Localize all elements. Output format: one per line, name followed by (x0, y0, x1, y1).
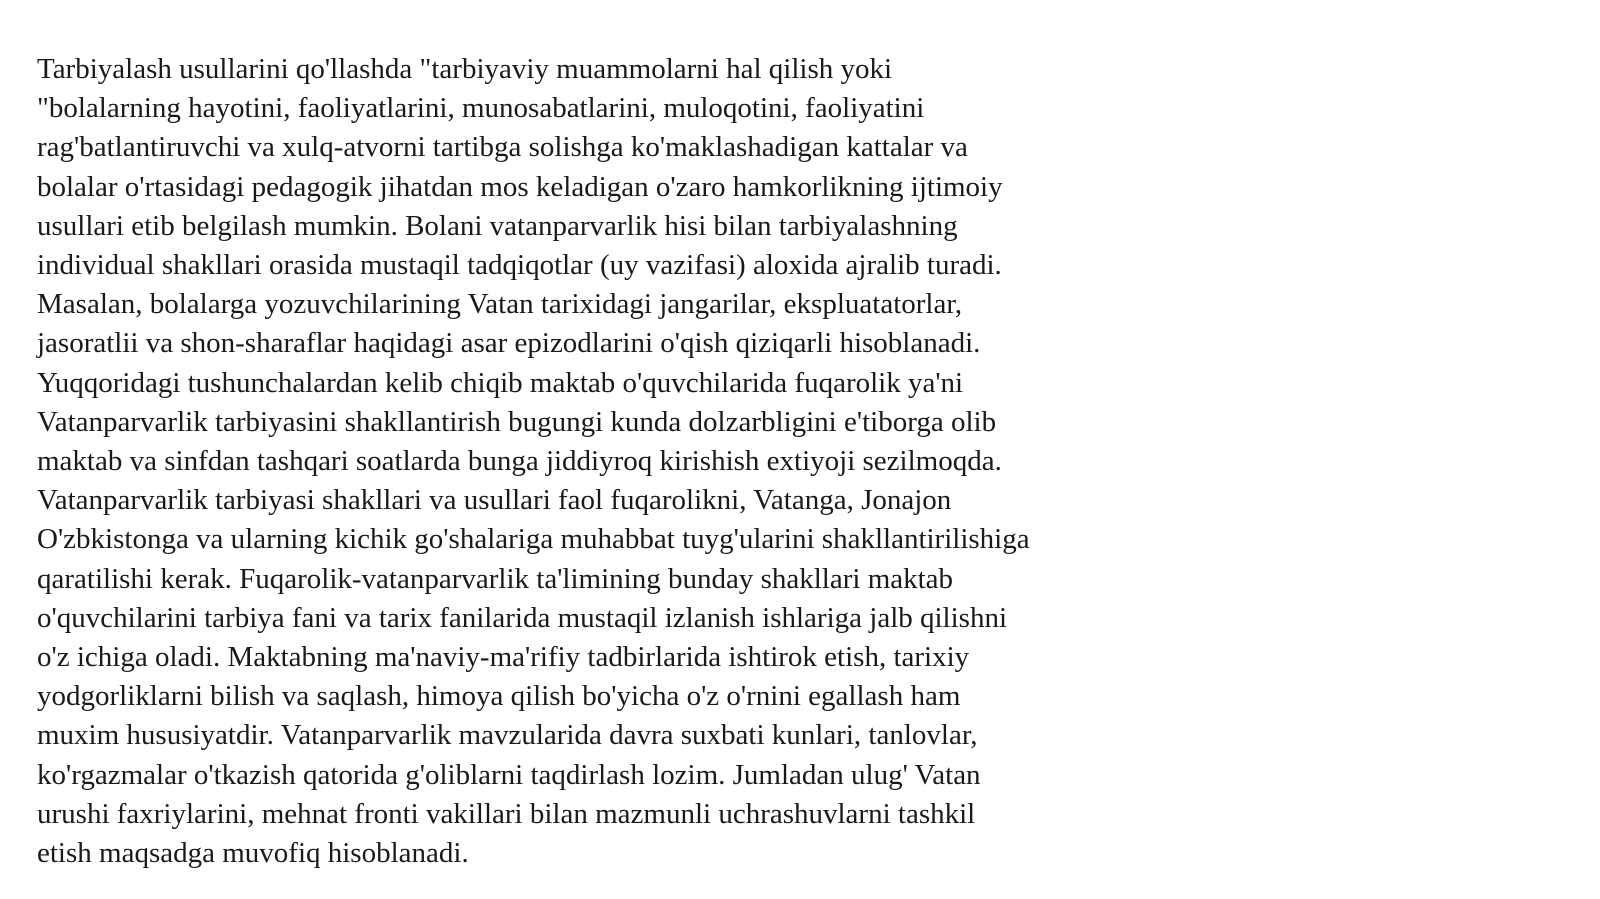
text-line-7: Masalan, bolalarga yozuvchilarining Vatan tarixidagi jangarilar, ekspluatatorlar, (37, 288, 963, 321)
text-line-21: etish maqsadga muvofiq hisoblanadi. (37, 837, 469, 870)
text-line-9: Yuqqoridagi tushunchalardan kelib chiqib maktab o'quvchilarida fuqarolik ya'ni (37, 366, 964, 399)
text-line-18: muxim hususiyatdir. Vatanparvarlik mavzularida davra suxbati kunlari, tanlovlar, (37, 719, 978, 752)
text-line-12: Vatanparvarlik tarbiyasi shakllari va usullari faol fuqarolikni, Vatanga, Jonajon (37, 484, 952, 517)
text-line-16: o'z ichiga oladi. Maktabning ma'naviy-ma'rifiy tadbirlarida ishtirok etish, tarixiy (37, 641, 970, 674)
text-line-2: "bolalarning hayotini, faoliyatlarini, munosabatlarini, muloqotini, faoliyatini (37, 92, 925, 125)
text-line-6: individual shakllari orasida mustaqil tadqiqotlar (uy vazifasi) aloxida ajralib turadi. (37, 249, 1002, 282)
text-line-20: urushi faxriylarini, mehnat fronti vakillari bilan mazmunli uchrashuvlarni tashkil (37, 797, 976, 830)
text-line-8: jasoratlii va shon-sharaflar haqidagi asar epizodlarini o'qish qiziqarli hisoblanadi. (37, 327, 981, 360)
text-line-15: o'quvchilarini tarbiya fani va tarix fanilarida mustaqil izlanish ishlariga jalb qilishni (37, 601, 1008, 634)
body-paragraph (37, 50, 1237, 873)
text-line-17: yodgorliklarni bilish va saqlash, himoya qilish bo'yicha o'z o'rnini egallash ham (37, 680, 961, 713)
text-line-4: bolalar o'rtasidagi pedagogik jihatdan mos keladigan o'zaro hamkorlikning ijtimoiy (37, 170, 1003, 203)
text-line-5: usullari etib belgilash mumkin. Bolani vatanparvarlik hisi bilan tarbiyalashning (37, 209, 958, 242)
text-line-14: qaratilishi kerak. Fuqarolik-vatanparvarlik ta'limining bunday shakllari maktab (37, 562, 954, 595)
text-line-19: ko'rgazmalar o'tkazish qatorida g'oliblarni taqdirlash lozim. Jumladan ulug' Vatan (37, 758, 981, 791)
text-line-11: maktab va sinfdan tashqari soatlarda bunga jiddiyroq kirishish extiyoji sezilmoqda. (37, 445, 1002, 478)
text-line-3: rag'batlantiruvchi va xulq-atvorni tartibga solishga ko'maklashadigan kattalar va (37, 131, 968, 164)
text-line-13: O'zbkistonga va ularning kichik go'shalariga muhabbat tuyg'ularini shakllantirilishiga (37, 523, 1030, 556)
text-line-10: Vatanparvarlik tarbiyasini shakllantirish bugungi kunda dolzarbligini e'tiborga olib (37, 405, 997, 438)
text-line-1: Tarbiyalash usullarini qo'llashda "tarbiyaviy muammolarni hal qilish yoki (37, 53, 893, 85)
